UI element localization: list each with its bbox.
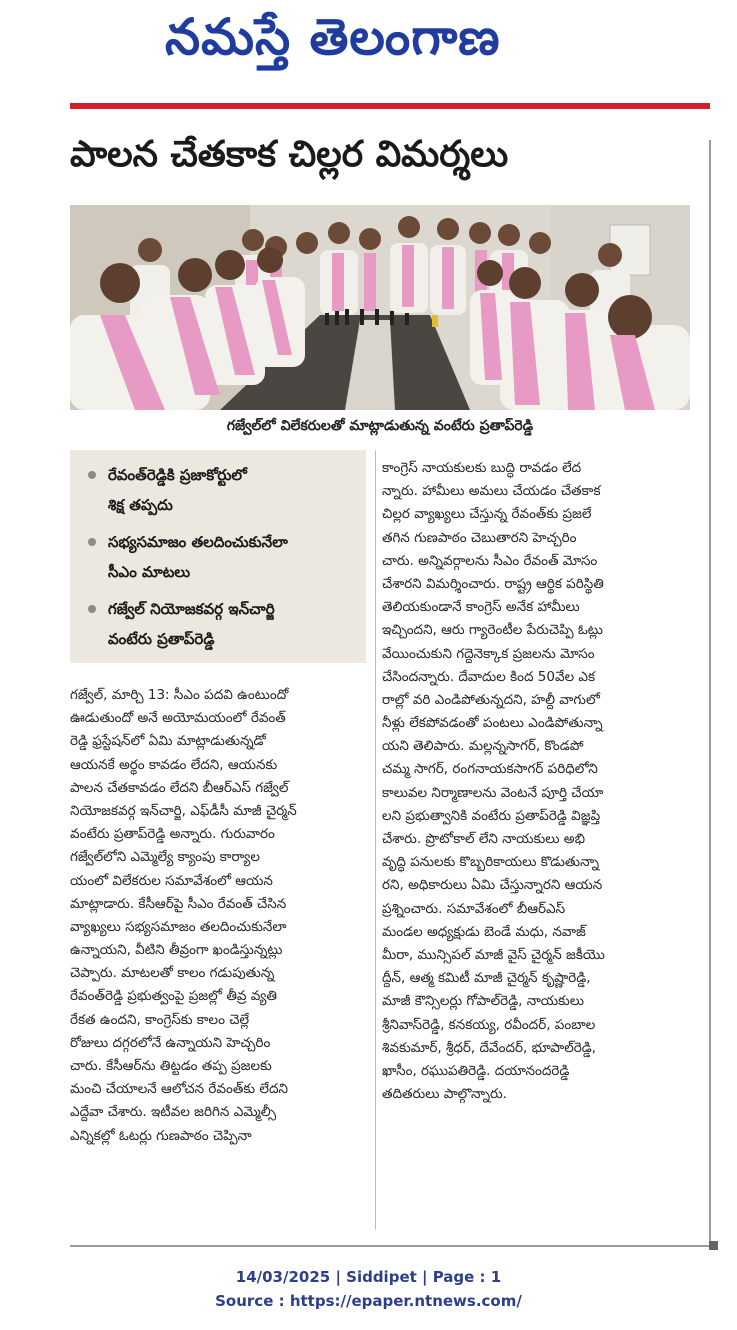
article-line: తెలియకుండానే కాంగ్రెస్ అనేక హామీలు	[382, 599, 580, 616]
article-line: కాలువల నిర్మాణాలను వెంటనే పూర్తి చేయా	[382, 784, 604, 801]
article-line: మండల అధ్యక్షుడు బెండే మధు, నవాజ్	[382, 923, 586, 940]
article-line: ఎన్నికల్లో ఓటర్లు గుణపాఠం చెప్పినా	[70, 1127, 252, 1144]
article-line: చేశారని విమర్శించారు. రాష్ట్ర ఆర్థిక పరిస్థితి	[382, 575, 604, 592]
article-line: ద్దీన్, ఆత్మ కమిటీ మాజీ చైర్మన్ కృష్ణారెడ్డి,	[382, 970, 591, 987]
column-divider	[375, 450, 376, 1230]
highlight-line: సీఎం మాటలు	[108, 563, 191, 581]
highlight-line: గజ్వేల్ నియోజకవర్గ ఇన్‌చార్జి	[108, 600, 275, 618]
article-line: తదితరులు పాల్గొన్నారు.	[382, 1086, 507, 1103]
bullet-icon	[88, 605, 96, 613]
article-left-column	[70, 684, 370, 1148]
bullet-icon	[88, 471, 96, 479]
article-line: యంలో విలేకరుల సమావేశంలో ఆయన	[70, 872, 273, 889]
article-line: ఉన్నాయని, వీటిని తీవ్రంగా ఖండిస్తున్నట్లు	[70, 942, 283, 959]
photo-caption: గజ్వేల్‌లో విలేకరులతో మాట్లాడుతున్న వంటేరు ప్రతాప్‌రెడ్డి	[226, 418, 534, 434]
article-line: మీరా, మున్సిపల్ మాజీ వైస్ చైర్మన్ జకీయొ	[382, 946, 605, 963]
article-line: న్నారు. హామీలు అమలు చేయడం చేతకాక	[382, 483, 601, 500]
article-line: చమ్మ సాగర్, రంగనాయకసాగర్ పరిధిలోని	[382, 761, 598, 778]
footer-date-edition: 14/03/2025 | Siddipet | Page : 1	[235, 1268, 502, 1286]
article-line: కాంగ్రెస్ నాయకులకు బుద్ధి రావడం లేద	[382, 460, 582, 476]
article-line: ప్రశ్నించారు. సమావేశంలో బీఆర్‌ఎస్	[382, 900, 566, 917]
article-line: ఎద్దేవా చేశారు. ఇటీవల జరిగిన ఎమ్మెల్సీ	[70, 1104, 277, 1121]
right-column-rule	[709, 140, 711, 1245]
article-line: గజ్వేల్, మార్చి 13: సీఎం పదవి ఉంటుందో	[70, 687, 289, 703]
article-line: చేసిందన్నారు. దేవాదుల కింద 50వేల ఎక	[382, 668, 596, 685]
article-line: పాలన చేతకావడం లేదని బీఆర్‌ఎస్ గజ్వేల్	[70, 779, 289, 796]
article-line: తగిన గుణపాఠం చెబుతారని హెచ్చరిం	[382, 529, 577, 546]
article-line: రని, అధికారులు ఏమి చేస్తున్నారని ఆయన	[382, 877, 603, 894]
article-line: చేశారు. ప్రొటోకాల్ లేని నాయకులు అభి	[382, 831, 586, 847]
article-line: శివకుమార్, శ్రీధర్, దేవేందర్, భూపాల్‌రెడ్డి,	[382, 1039, 597, 1056]
bottom-rule	[70, 1245, 710, 1247]
article-line: చిల్లర వ్యాఖ్యలు చేస్తున్న రేవంత్‌కు ప్రజలే	[382, 506, 592, 523]
article-line: యని తెలిపారు. మల్లన్నసాగర్, కొండపో	[382, 738, 584, 755]
newspaper-logo: నమస్తే తెలంగాణ	[165, 8, 501, 66]
article-line: వేయించుకుని గద్దెనెక్కాక ప్రజలను మోసం	[382, 645, 595, 662]
article-line: మాట్లాడారు. కేసీఆర్‌పై సీఎం రేవంత్ చేసిన	[70, 895, 287, 912]
highlight-line: వంటేరు ప్రతాప్‌రెడ్డి	[108, 630, 215, 648]
article-line: శ్రీనివాస్‌రెడ్డి, కనకయ్య, రవీందర్, పంబాల	[382, 1016, 596, 1033]
article-line: చారు. అన్నివర్గాలను సీఎం రేవంత్ మోసం	[382, 552, 598, 569]
article-line: చెప్పారు. మాటలతో కాలం గడుపుతున్న	[70, 965, 275, 982]
article-line: చారు. కేసీఆర్‌ను తిట్టడం తప్ప ప్రజలకు	[70, 1058, 272, 1074]
article-line: వ్యాఖ్యలు సభ్యసమాజం తలదించుకునేలా	[70, 918, 287, 935]
article-line: నియోజకవర్గ ఇన్‌చార్జి, ఎఫ్‌డీసీ మాజీ చైర్మన్	[70, 802, 297, 819]
article-line: మంచి చేయాలనే ఆలోచన రేవంత్‌కు లేదని	[70, 1081, 288, 1098]
highlight-line: రేవంత్‌రెడ్డికి ప్రజాకోర్టులో	[108, 466, 247, 484]
article-line: వృద్ధి పనులకు కొబ్బరికాయలు కొడుతున్నా	[382, 854, 600, 871]
article-line: రోజులు దగ్గరలోనే ఉన్నాయని హెచ్చరిం	[70, 1034, 271, 1051]
article-line: రాల్లో వరి ఎండిపోతున్నదని, హల్దీ వాగులో	[382, 691, 600, 708]
press-meet-photo-illustration	[70, 205, 690, 410]
article-right-column	[382, 457, 692, 1106]
article-line: గజ్వేల్‌లోని ఎమ్మెల్యే క్యాంపు కార్యాల	[70, 849, 260, 866]
footer-source-link[interactable]: Source : https://epaper.ntnews.com/	[215, 1292, 522, 1310]
article-line: లని ప్రభుత్వానికి వంటేరు ప్రతాప్‌రెడ్డి విజ్ఞప్తి	[382, 807, 601, 824]
article-line: ఇచ్చిందని, ఆరు గ్యారెంటీల పేరుచెప్పి ఓట్లు	[382, 622, 603, 639]
article-line: ఖాసీం, రఘుపతిరెడ్డి. దయానందరెడ్డి	[382, 1062, 570, 1079]
masthead-red-rule	[70, 103, 710, 109]
article-line: రేవంత్‌రెడ్డి ప్రభుత్వంపై ప్రజల్లో తీవ్ర వ్యతి	[70, 988, 277, 1005]
article-line: మాజీ కౌన్సిలర్లు గోపాల్‌రెడ్డి, నాయకులు	[382, 993, 585, 1010]
corner-marker	[709, 1241, 718, 1250]
highlight-line: సభ్యసమాజం తలదించుకునేలా	[108, 533, 288, 551]
article-line: వంటేరు ప్రతాప్‌రెడ్డి అన్నారు. గురువారం	[70, 826, 275, 843]
highlights-box	[70, 450, 366, 663]
article-line: ఆయనకే అర్థం కావడం లేదని, ఆయనకు	[70, 756, 278, 773]
article-line: రెడ్డి ఫ్రస్టేషన్‌లో ఏమి మాట్లాడుతున్నడో	[70, 733, 266, 750]
press-meet-photo	[70, 205, 690, 410]
bullet-icon	[88, 538, 96, 546]
article-line: ఊడుతుందో అనే అయోమయంలో రేవంత్	[70, 710, 286, 727]
article-headline: పాలన చేతకాక చిల్లర విమర్శలు	[70, 134, 509, 175]
article-line: రేకత ఉందని, కాంగ్రెస్‌కు కాలం చెల్లే	[70, 1011, 250, 1028]
article-line: నీళ్లు లేకపోవడంతో పంటలు ఎండిపోతున్నా	[382, 715, 603, 732]
masthead	[0, 0, 737, 100]
highlight-line: శిక్ష తప్పదు	[108, 496, 173, 514]
